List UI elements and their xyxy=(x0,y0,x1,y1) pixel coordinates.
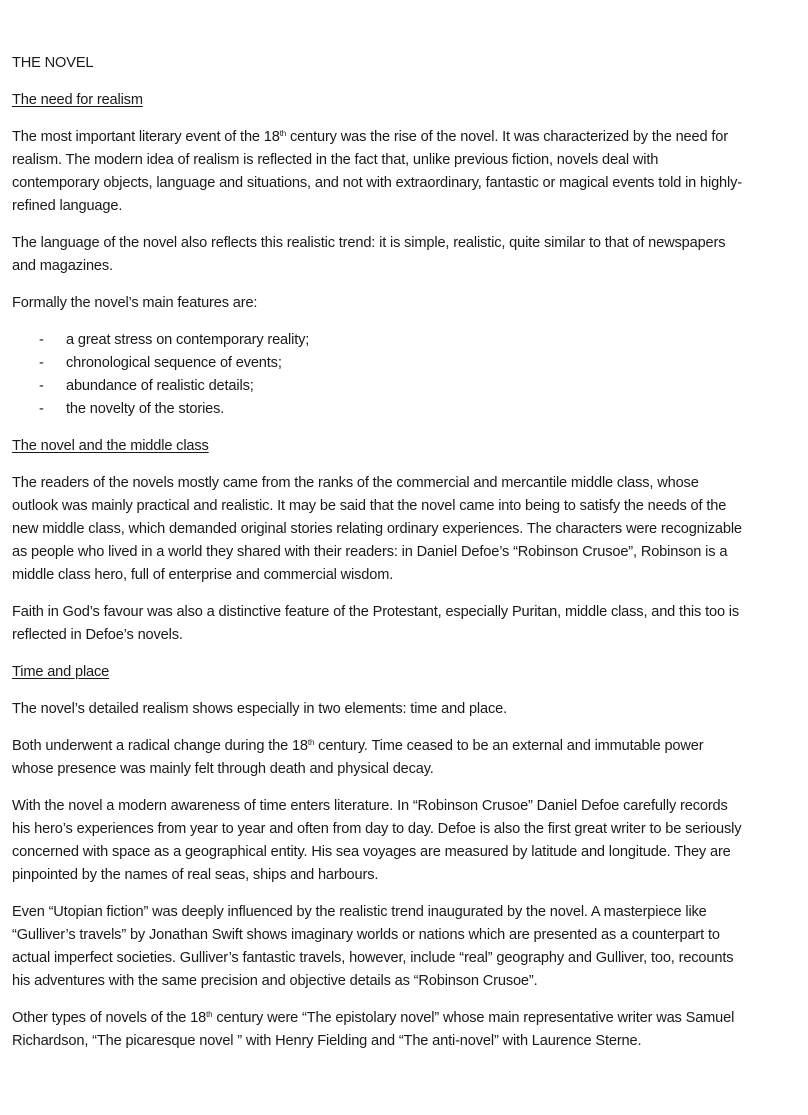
paragraph-main-features-intro: Formally the novel’s main features are: xyxy=(12,295,258,311)
paragraph-text: Both underwent a radical change during the 18 xyxy=(12,738,308,754)
paragraph-text: Other types of novels of the 18 xyxy=(12,1010,207,1026)
list-item-text: chronological sequence of events; xyxy=(66,355,282,371)
list-item-text: the novelty of the stories. xyxy=(66,401,225,417)
list-item-text: abundance of realistic details; xyxy=(66,378,254,394)
features-list xyxy=(12,329,742,421)
paragraph-text: The most important literary event of the 18 xyxy=(12,129,280,145)
list-item xyxy=(12,352,742,375)
paragraph-radical-change xyxy=(12,735,742,781)
list-item xyxy=(12,398,742,421)
ordinal-suffix: th xyxy=(206,1010,213,1019)
paragraph-faith-in-god: Faith in God’s favour was also a distinctive feature of the Protestant, especially Puritan, middle class, and this too is reflected in Defoe’s novels. xyxy=(12,604,740,643)
bullet-dash: - xyxy=(39,401,44,417)
document-title: THE NOVEL xyxy=(12,55,94,71)
paragraph-rise-of-novel xyxy=(12,126,742,218)
ordinal-suffix: th xyxy=(279,129,287,138)
paragraph-language-of-novel: The language of the novel also reflects this realistic trend: it is simple, realistic, quite similar to that of newspapers and magazines. xyxy=(12,235,726,274)
bullet-dash: - xyxy=(39,332,44,348)
list-item xyxy=(12,329,742,352)
bullet-dash: - xyxy=(39,378,44,394)
paragraph-detailed-realism: The novel’s detailed realism shows especially in two elements: time and place. xyxy=(12,701,508,717)
section-heading-middle-class: The novel and the middle class xyxy=(12,438,209,454)
paragraph-other-novel-types xyxy=(12,1007,742,1053)
paragraph-awareness-of-time: With the novel a modern awareness of time enters literature. In “Robinson Crusoe” Daniel Defoe carefully records his hero’s experiences from year to year and often from day to day. Defoe is also the first great writer to be seriously concerned with space as a geographical entity. His sea voyages are measured by latitude and longitude. They are pinpointed by the names of real seas, ships and harbours. xyxy=(12,798,742,883)
section-heading-need-for-realism: The need for realism xyxy=(12,92,143,108)
paragraph-text: century. Time ceased to be an external and immutable power whose presence was mainly felt through death and physical decay. xyxy=(12,738,704,777)
ordinal-suffix: th xyxy=(307,738,315,747)
list-item xyxy=(12,375,742,398)
paragraph-text: century were “The epistolary novel” whose main representative writer was Samuel Richardson, “The picaresque novel ” with Henry Fielding and “The anti-novel” with Laurence Sterne. xyxy=(12,1010,735,1049)
section-heading-time-and-place: Time and place xyxy=(12,664,110,680)
paragraph-readers-of-novels: The readers of the novels mostly came from the ranks of the commercial and mercantile middle class, whose outlook was mainly practical and realistic. It may be said that the novel came into being to satisfy the needs of the new middle class, which demanded original stories relating ordinary experiences. The characters were recognizable as people who lived in a world they shared with their readers: in Daniel Defoe’s “Robinson Crusoe”, Robinson is a middle class hero, full of enterprise and commercial wisdom. xyxy=(12,475,742,583)
paragraph-text: century was the rise of the novel. It was characterized by the need for realism. The modern idea of realism is reflected in the fact that, unlike previous fiction, novels deal with contemporary objects, language and situations, and not with extraordinary, fantastic or magical events told in highly-refined language. xyxy=(12,129,742,214)
document-page xyxy=(12,52,742,1067)
bullet-dash: - xyxy=(39,355,44,371)
list-item-text: a great stress on contemporary reality; xyxy=(66,332,310,348)
paragraph-utopian-fiction: Even “Utopian fiction” was deeply influenced by the realistic trend inaugurated by the novel. A masterpiece like “Gulliver’s travels” by Jonathan Swift shows imaginary worlds or nations which are presented as a counterpart to actual imperfect societies. Gulliver’s fantastic travels, however, include “real” geography and Gulliver, too, recounts his adventures with the same precision and objective details as “Robinson Crusoe”. xyxy=(12,904,734,989)
